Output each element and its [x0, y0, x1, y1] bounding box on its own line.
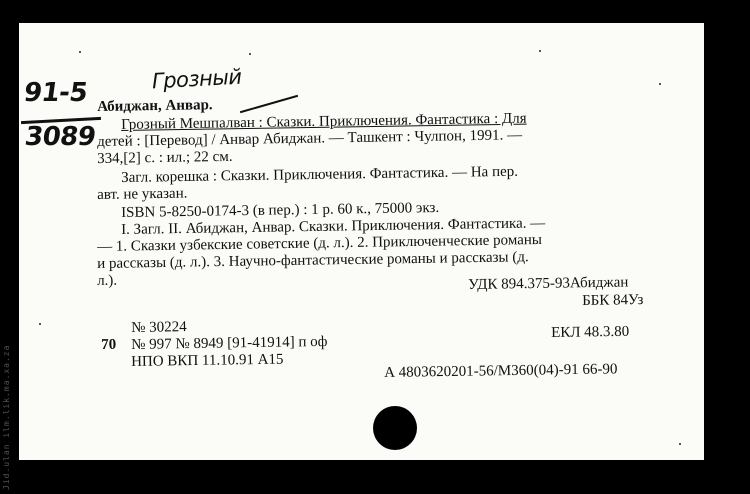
note-line-1: Загл. корешка : Сказки. Приключения. Фантастика. — На пер. — [121, 163, 519, 186]
speck — [39, 323, 41, 325]
handwritten-arrow — [240, 95, 298, 113]
speck — [79, 51, 81, 53]
physical-description: 334,[2] с. : ил.; 22 см. — [97, 148, 233, 167]
tracing-line-3: и рассказы (д. л.). 3. Научно-фантастические романы и рассказы (д. — [97, 249, 529, 272]
isbn-line: ISBN 5-8250-0174-3 (в пер.) : 1 р. 60 к., 75000 экз. — [121, 200, 440, 221]
npo-line: НПО ВКП 11.10.91 А15 — [131, 351, 284, 370]
tracing-line-4: л.). — [97, 272, 118, 289]
publisher-code: А 4803620201-56/М360(04)-91 66-90 — [384, 361, 618, 381]
speck — [679, 443, 681, 445]
shelfmark-top: 91-5 — [21, 78, 90, 108]
order-prefix: 70 — [101, 336, 117, 353]
title-line: Грозный Мешпалван : Сказки. Приключения. Фантастика : Для — [121, 110, 527, 133]
punch-hole — [373, 406, 417, 450]
tracing-line-1: I. Загл. II. Абиджан, Анвар. Сказки. Приключения. Фантастика. — — [121, 215, 546, 238]
handwritten-note: Грозный — [151, 64, 243, 94]
note-line-2: авт. не указан. — [97, 185, 188, 203]
margin-scan-text: Jid.ulan ilm.lik.ma.xa.za — [2, 344, 11, 490]
registration-number: № 30224 — [131, 319, 187, 336]
ekl-code: ЕКЛ 48.3.80 — [551, 323, 630, 341]
speck — [249, 53, 251, 55]
speck — [659, 83, 661, 85]
order-line: № 997 № 8949 [91-41914] п оф — [131, 333, 328, 353]
tracing-line-2: — 1. Сказки узбекские советские (д. л.). 2. Приключенческие романы — [97, 232, 543, 255]
udk-code: УДК 894.375-93Абиджан — [468, 274, 629, 293]
catalog-card — [19, 23, 704, 460]
bbk-code: ББК 84Уз — [582, 292, 644, 309]
author-heading: Абиджан, Анвар. — [97, 97, 213, 115]
speck — [539, 50, 541, 52]
statement-line: детей : [Перевод] / Анвар Абиджан. — Ташкент : Чулпон, 1991. — — [97, 127, 523, 150]
shelfmark-bottom: 3089 — [22, 122, 98, 152]
